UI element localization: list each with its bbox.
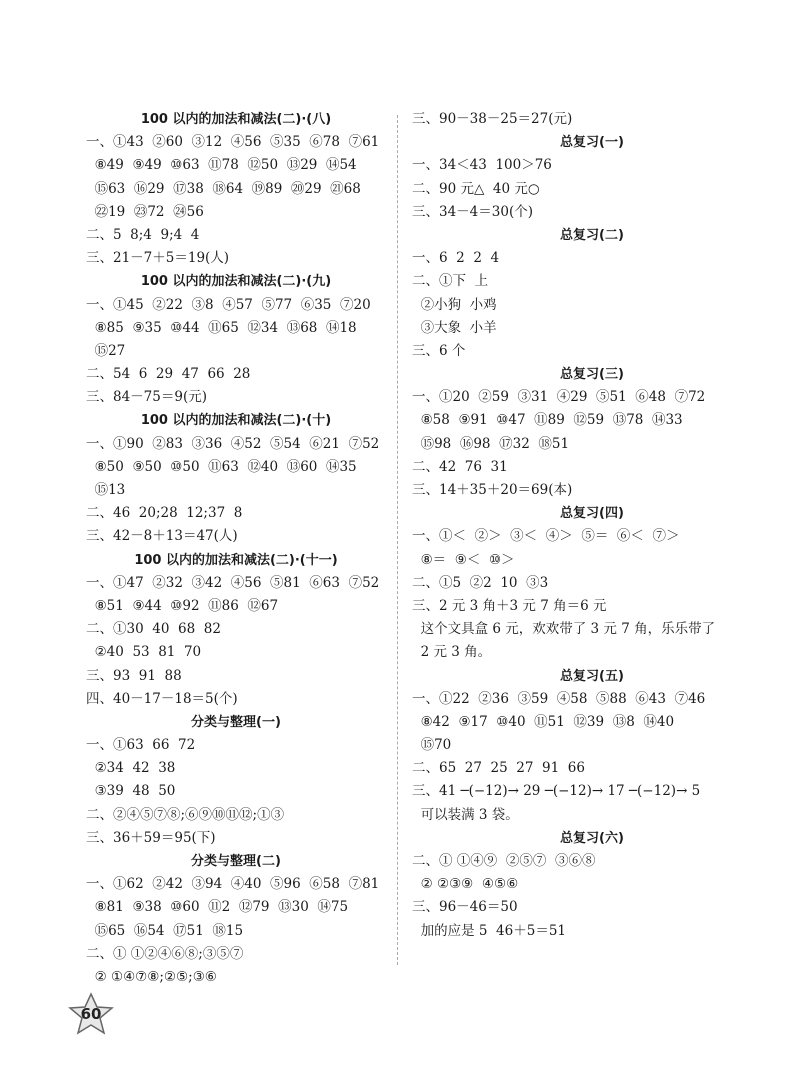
answer-line: 一、①43 ②60 ③12 ④56 ⑤35 ⑥78 ⑦61 xyxy=(86,134,380,151)
answer-line: 二、①30 40 68 82 xyxy=(86,621,221,638)
section-heading: 总复习(四) xyxy=(560,506,624,522)
answer-line: 二、5 8;4 9;4 4 xyxy=(86,226,200,243)
section-heading: 100 以内的加法和减法(二)·(十一) xyxy=(134,552,338,568)
answer-line: ⑮63 ⑯29 ⑰38 ⑱64 ⑲89 ⑳29 ㉑68 xyxy=(86,180,361,197)
answer-line: ⑮13 xyxy=(86,482,126,498)
answer-line: ⑧＝ ⑨＜ ⑩＞ xyxy=(412,551,515,568)
section-heading: 总复习(五) xyxy=(560,668,624,684)
answer-line: ⑮65 ⑯54 ⑰51 ⑱15 xyxy=(86,922,244,939)
answer-line: 这个文具盒 6 元，欢欢带了 3 元 7 角，乐乐带了 xyxy=(412,621,716,638)
answer-line: 三、6 个 xyxy=(412,342,466,359)
answer-line: 2 元 3 角。 xyxy=(412,644,492,661)
answer-line: ②小狗 小鸡 xyxy=(412,296,497,313)
page-number: 60 xyxy=(80,1005,102,1023)
answer-line: ② ②③⑨ ④⑤⑥ xyxy=(412,876,519,893)
answer-line: 二、②④⑤⑦⑧;⑥⑨⑩⑪⑫;①③ xyxy=(86,806,285,823)
section-heading: 分类与整理(一) xyxy=(191,714,281,730)
answer-line: ⑮27 xyxy=(86,342,126,359)
answer-line: 二、54 6 29 47 66 28 xyxy=(86,366,251,383)
answer-line: 二、90 元△ 40 元○ xyxy=(412,180,540,197)
answer-line: 三、34－4＝30(个) xyxy=(412,203,533,220)
answer-line: 三、2 元 3 角＋3 元 7 角＝6 元 xyxy=(412,597,607,614)
section-heading: 总复习(一) xyxy=(560,135,624,151)
answer-line: 一、6 2 2 4 xyxy=(412,250,500,267)
answer-line: 二、46 20;28 12;37 8 xyxy=(86,505,243,522)
section-heading: 总复习(三) xyxy=(560,367,624,383)
answer-line: 一、①90 ②83 ③36 ④52 ⑤54 ⑥21 ⑦52 xyxy=(86,435,380,452)
answer-line: 三、21－7＋5＝19(人) xyxy=(86,250,230,267)
answer-line: ⑮70 xyxy=(412,737,452,754)
answer-line: ②40 53 81 70 xyxy=(86,644,202,661)
answer-line: 一、①63 66 72 xyxy=(86,737,196,754)
answer-line: 二、①下 上 xyxy=(412,273,489,290)
answer-line: 三、41 ─(−12)→ 29 ─(−12)→ 17 ─(−12)→ 5 xyxy=(412,783,701,800)
section-heading: 100 以内的加法和减法(二)·(八) xyxy=(140,112,332,127)
answer-line: ③大象 小羊 xyxy=(412,319,497,336)
column-divider xyxy=(397,115,398,965)
answer-line: 二、① ①②④⑥⑧;③⑤⑦ xyxy=(86,945,244,962)
answer-line: ② ①④⑦⑧;②⑤;③⑥ xyxy=(86,968,217,985)
answer-line: 三、42－8＋13＝47(人) xyxy=(86,528,238,545)
answer-line: ⑧49 ⑨49 ⑩63 ⑪78 ⑫50 ⑬29 ⑭54 xyxy=(86,157,357,174)
answer-line: 二、①5 ②2 10 ③3 xyxy=(412,574,549,591)
answer-line: 三、14＋35＋20＝69(本) xyxy=(412,482,573,498)
answer-line: 三、96－46＝50 xyxy=(412,899,518,916)
answer-line: 一、①47 ②32 ③42 ④56 ⑤81 ⑥63 ⑦52 xyxy=(86,574,380,591)
answer-line: ⑮98 ⑯98 ⑰32 ⑱51 xyxy=(412,435,570,452)
answer-line: 二、42 76 31 xyxy=(412,458,508,475)
answer-line: 一、①＜ ②＞ ③＜ ④＞ ⑤＝ ⑥＜ ⑦＞ xyxy=(412,528,680,545)
section-heading: 总复习(六) xyxy=(560,830,624,846)
answer-line: 可以装满 3 袋。 xyxy=(412,806,519,823)
answer-line: 一、①20 ②59 ③31 ④29 ⑤51 ⑥48 ⑦72 xyxy=(412,389,706,406)
answer-line: ⑧58 ⑨91 ⑩47 ⑪89 ⑫59 ⑬78 ⑭33 xyxy=(412,412,683,429)
answer-line: 三、84－75＝9(元) xyxy=(86,389,207,406)
answer-line: ⑧50 ⑨50 ⑩50 ⑪63 ⑫40 ⑬60 ⑭35 xyxy=(86,458,357,475)
answer-line: 一、①62 ②42 ③94 ④40 ⑤96 ⑥58 ⑦81 xyxy=(86,876,380,893)
answer-line: 一、①22 ②36 ③59 ④58 ⑤88 ⑥43 ⑦46 xyxy=(412,690,706,707)
right-column xyxy=(412,108,732,943)
answer-line: 一、①45 ②22 ③8 ④57 ⑤77 ⑥35 ⑦20 xyxy=(86,296,371,313)
page-number-badge xyxy=(66,992,116,1036)
answer-line: 四、40－17－18＝5(个) xyxy=(86,690,238,707)
answer-line: 三、36＋59＝95(下) xyxy=(86,829,216,846)
answer-line: 二、65 27 25 27 91 66 xyxy=(412,760,585,777)
answer-line: ⑧42 ⑨17 ⑩40 ⑪51 ⑫39 ⑬8 ⑭40 xyxy=(412,713,675,730)
answer-line: ③39 48 50 xyxy=(86,783,176,800)
answer-line: ⑧51 ⑨44 ⑩92 ⑪86 ⑫67 xyxy=(86,597,279,614)
section-heading: 100 以内的加法和减法(二)·(十) xyxy=(140,413,332,429)
answer-line: 一、34＜43 100＞76 xyxy=(412,157,552,174)
answer-line: 三、93 91 88 xyxy=(86,667,182,684)
answer-line: ㉒19 ㉓72 ㉔56 xyxy=(86,203,204,220)
answer-line: 三、90－38－25＝27(元) xyxy=(412,111,573,127)
answer-line: 二、① ①④⑨ ②⑤⑦ ③⑥⑧ xyxy=(412,853,596,869)
section-heading: 分类与整理(二) xyxy=(191,854,281,869)
answer-line: ⑧81 ⑨38 ⑩60 ⑪2 ⑫79 ⑬30 ⑭75 xyxy=(86,899,349,916)
answer-line: 加的应是 5 46＋5＝51 xyxy=(412,922,566,939)
answer-line: ②34 42 38 xyxy=(86,760,176,777)
section-heading: 100 以内的加法和减法(二)·(九) xyxy=(140,274,332,290)
left-column xyxy=(86,108,386,989)
answer-line: ⑧85 ⑨35 ⑩44 ⑪65 ⑫34 ⑬68 ⑭18 xyxy=(86,319,357,336)
section-heading: 总复习(二) xyxy=(560,227,624,243)
